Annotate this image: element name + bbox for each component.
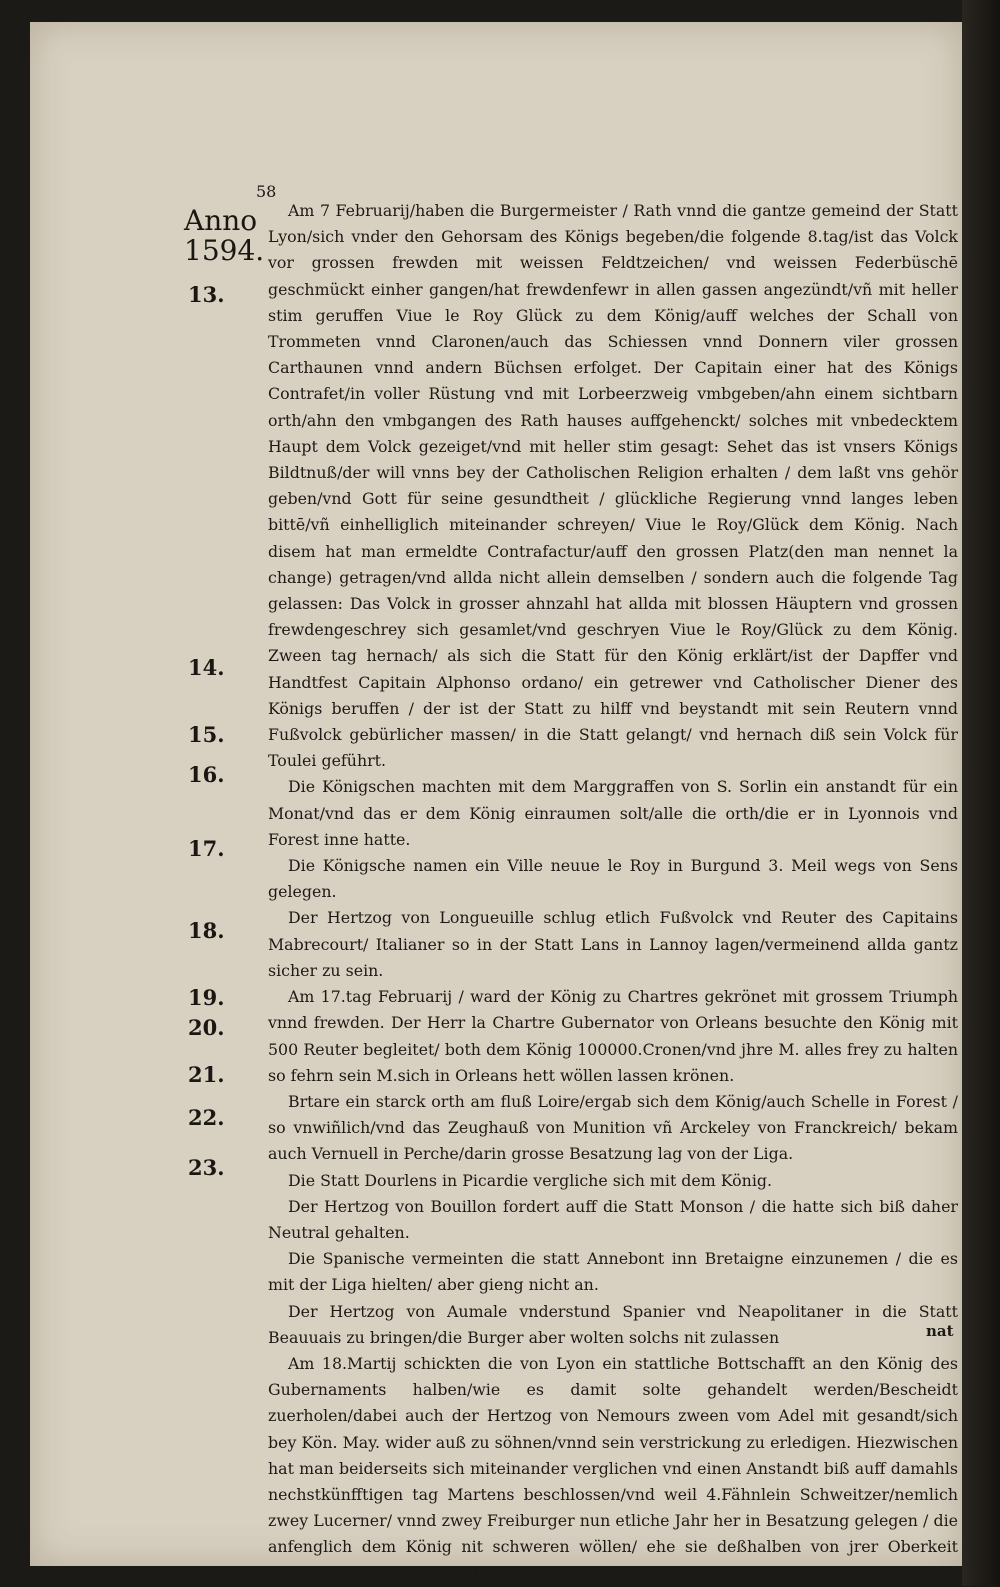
margin-number: 18. [188,918,225,943]
margin-number: 15. [188,722,225,747]
margin-number: 20. [188,1015,225,1040]
margin-number: 19. [188,985,225,1010]
paragraph: Der Hertzog von Longueuille schlug etlich Fußvolck vnd Reuter des Capitains Mabrecourt/ Italianer so in der Statt Lans in Lannoy lagen/vermeinend allda gantz sicher zu sein. [268,908,958,980]
margin-number: 14. [188,655,225,680]
paragraph: Die Königsche namen ein Ville neuue le Roy in Burgund 3. Meil wegs von Sens gelegen. [268,856,958,902]
margin-number: 13. [188,282,225,307]
paragraph: Der Hertzog von Bouillon fordert auff die Statt Monson / die hatte sich biß daher Neutral gehalten. [268,1196,958,1242]
catchword: nat [926,1322,954,1340]
paragraph: Die Spanische vermeinten die statt Annebont inn Bretaigne einzunemen / die es mit der Liga hielten/ aber gieng nicht an. [268,1249,958,1295]
paragraph: Brtare ein starck orth am fluß Loire/ergab sich dem König/auch Schelle in Forest / so vnwiñlich/vnd das Zeughauß von Munition vñ Arckeley von Franckreich/ bekam auch Vernuell in Perche/darin grosse Besatzung lag von der Liga. [268,1091,958,1164]
paragraph: Die Statt Dourlens in Picardie vergliche sich mit dem König. [288,1170,773,1190]
paragraph: Am 7 Februarij/haben die Burgermeister / Rath vnnd die gantze gemeind der Statt Lyon/sich vnder den Gehorsam des Königs begeben/die folgende 8.tag/ist das Volck vor grossen frewden mit weissen Feldtzeichen/ vnd weissen Federbüschē geschmückt einher gangen/hat frewdenfewr in allen gassen angezündt/vñ mit heller stim geruffen Viue le Roy Glück zu dem König/auff welches der Schall von Trommeten vnnd Claronen/auch das Schiessen vnnd Donnern viler grossen Carthaunen vnnd andern Büchsen erfolget. Der Capitain einer hat des Königs Contrafet/in voller Rüstung vnd mit Lorbeerzweig vmbgeben/ahn einem sichtbarn orth/ahn den vmbgangen des Rath hauses auffgehenckt/ solches mit vnbedecktem Haupt dem Volck gezeiget/vnd mit heller stim gesagt: Sehet das ist vnsers Königs Bildtnuß/der will vnns bey der Catholischen Religion erhalten / dem laßt vns gehör geben/vnd Gott für seine gesundtheit / glückliche Regierung vnnd langes leben bittē/vñ einhelliglich miteinander schreyen/ Viue le Roy/Glück dem König. Nach disem hat man ermeldte Contrafactur/auff den grossen Platz(den man nennet la change) getragen/vnd allda nicht allein demselben / sondern auch die folgende Tag gelassen: Das Volck in grosser ahnzahl hat allda mit blossen Häuptern vnd grossen frewdengeschrey sich gesamlet/vnd geschryen Viue le Roy/Glück zu dem König. Zween tag hernach/ als sich die Statt für den König erklärt/ist der Dapffer vnd Handtfest Capitain Alphonso ordano/ ein getrewer vnd Catholischer Diener des Königs beruffen / der ist der Statt zu hilff vnd beystandt mit sein Reutern vnnd Fußvolck gebürlicher massen/ in die Statt gelangt/ vnd hernach diß sein Volck für Toulei geführt. [268,201,958,771]
margin-number: 23. [188,1155,225,1180]
margin-number: 22. [188,1105,225,1130]
margin-number: 16. [188,762,225,787]
paragraph: Die Königschen machten mit dem Marggraffen von S. Sorlin ein anstandt für ein Monat/vnd das er dem König einraumen solt/alle die orth/die er in Lyonnois vnd Forest inne hatte. [268,777,958,849]
paragraph: Der Hertzog von Aumale vnderstund Spanier vnd Neapolitaner in die Statt Beauuais zu bringen/die Burger aber wolten solchs nit zulassen [268,1301,958,1347]
margin-number: 21. [188,1062,225,1087]
paragraph: Am 17.tag Februarij / ward der König zu Chartres gekrönet mit grossem Triumph vnnd frewden. Der Herr la Chartre Gubernator von Orleans besuchte den König mit 500 Reuter begleitet/ both dem König 100000.Cronen/vnd jhre M. alles frey zu halten so fehrn sein M.sich in Orleans hett wöllen lassen krönen. [268,987,958,1085]
margin-number: 17. [188,836,225,861]
scan-edge [962,0,1000,1586]
margin-year-note: Anno 1594. [184,204,265,267]
body-text [268,198,958,1587]
paragraph: Am 18.Martij schickten die von Lyon ein stattliche Bottschafft an den König des Gubernaments halben/wie es damit solte gehandelt werden/Bescheidt zuerholen/dabei auch der Hertzog von Nemours zween vom Adel mit gesandt/sich bey Kön. May. wider auß zu söhnen/vnnd sein verstrickung zu erledigen. Hiezwischen hat man beiderseits sich miteinander verglichen vnd einen Anstandt biß auff damahls nechstkünfftigen tag Martens beschlossen/vnd weil 4.Fähnlein Schweitzer/nemlich zwey Lucerner/ vnnd zwey Freiburger nun etliche Jahr her in Besatzung gelegen / die anfenglich dem König nit schweren wöllen/ ehe sie deßhalben von jrer Oberkeit erlaubnuß bekommen/ hat jnen die Statt ein Mo [268,1353,958,1583]
page-number: 58 [256,182,277,201]
